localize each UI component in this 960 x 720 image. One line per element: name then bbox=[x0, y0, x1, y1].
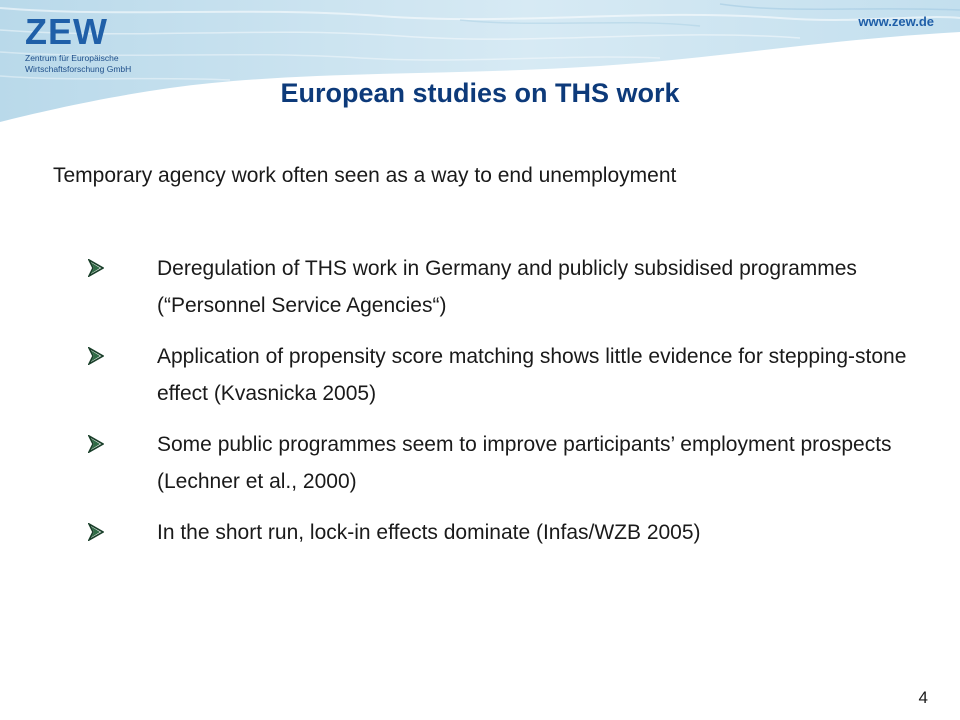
logo-wordmark: ZEW bbox=[25, 11, 108, 52]
bullet-item bbox=[88, 250, 938, 324]
bullet-text: In the short run, lock-in effects dominate (Infas/WZB 2005) bbox=[157, 521, 701, 544]
bullet-item bbox=[88, 514, 938, 551]
logo-subtitle-line2: Wirtschaftsforschung GmbH bbox=[25, 64, 132, 74]
bullet-item bbox=[88, 426, 938, 500]
arrowhead-bullet-icon bbox=[88, 435, 104, 453]
slide-title: European studies on THS work bbox=[280, 78, 680, 108]
header-banner bbox=[0, 0, 960, 130]
header-wave-background bbox=[0, 0, 960, 130]
website-url: www.zew.de bbox=[858, 14, 934, 29]
intro-paragraph: Temporary agency work often seen as a way to end unemployment bbox=[53, 164, 677, 187]
bullet-text: Deregulation of THS work in Germany and publicly subsidised programmes (“Personnel Service Agencies“) bbox=[157, 257, 857, 317]
bullet-text: Some public programmes seem to improve participants’ employment prospects (Lechner et al., 2000) bbox=[157, 433, 892, 493]
logo-subtitle-line1: Zentrum für Europäische bbox=[25, 53, 119, 63]
page-number: 4 bbox=[918, 688, 928, 707]
bullet-text: Application of propensity score matching shows little evidence for stepping-stone effect (Kvasnicka 2005) bbox=[157, 345, 907, 405]
bullet-item bbox=[88, 338, 938, 412]
arrowhead-bullet-icon bbox=[88, 259, 104, 277]
arrowhead-bullet-icon bbox=[88, 347, 104, 365]
arrowhead-bullet-icon bbox=[88, 523, 104, 541]
zew-logo bbox=[25, 11, 135, 75]
bullet-list bbox=[88, 250, 938, 565]
